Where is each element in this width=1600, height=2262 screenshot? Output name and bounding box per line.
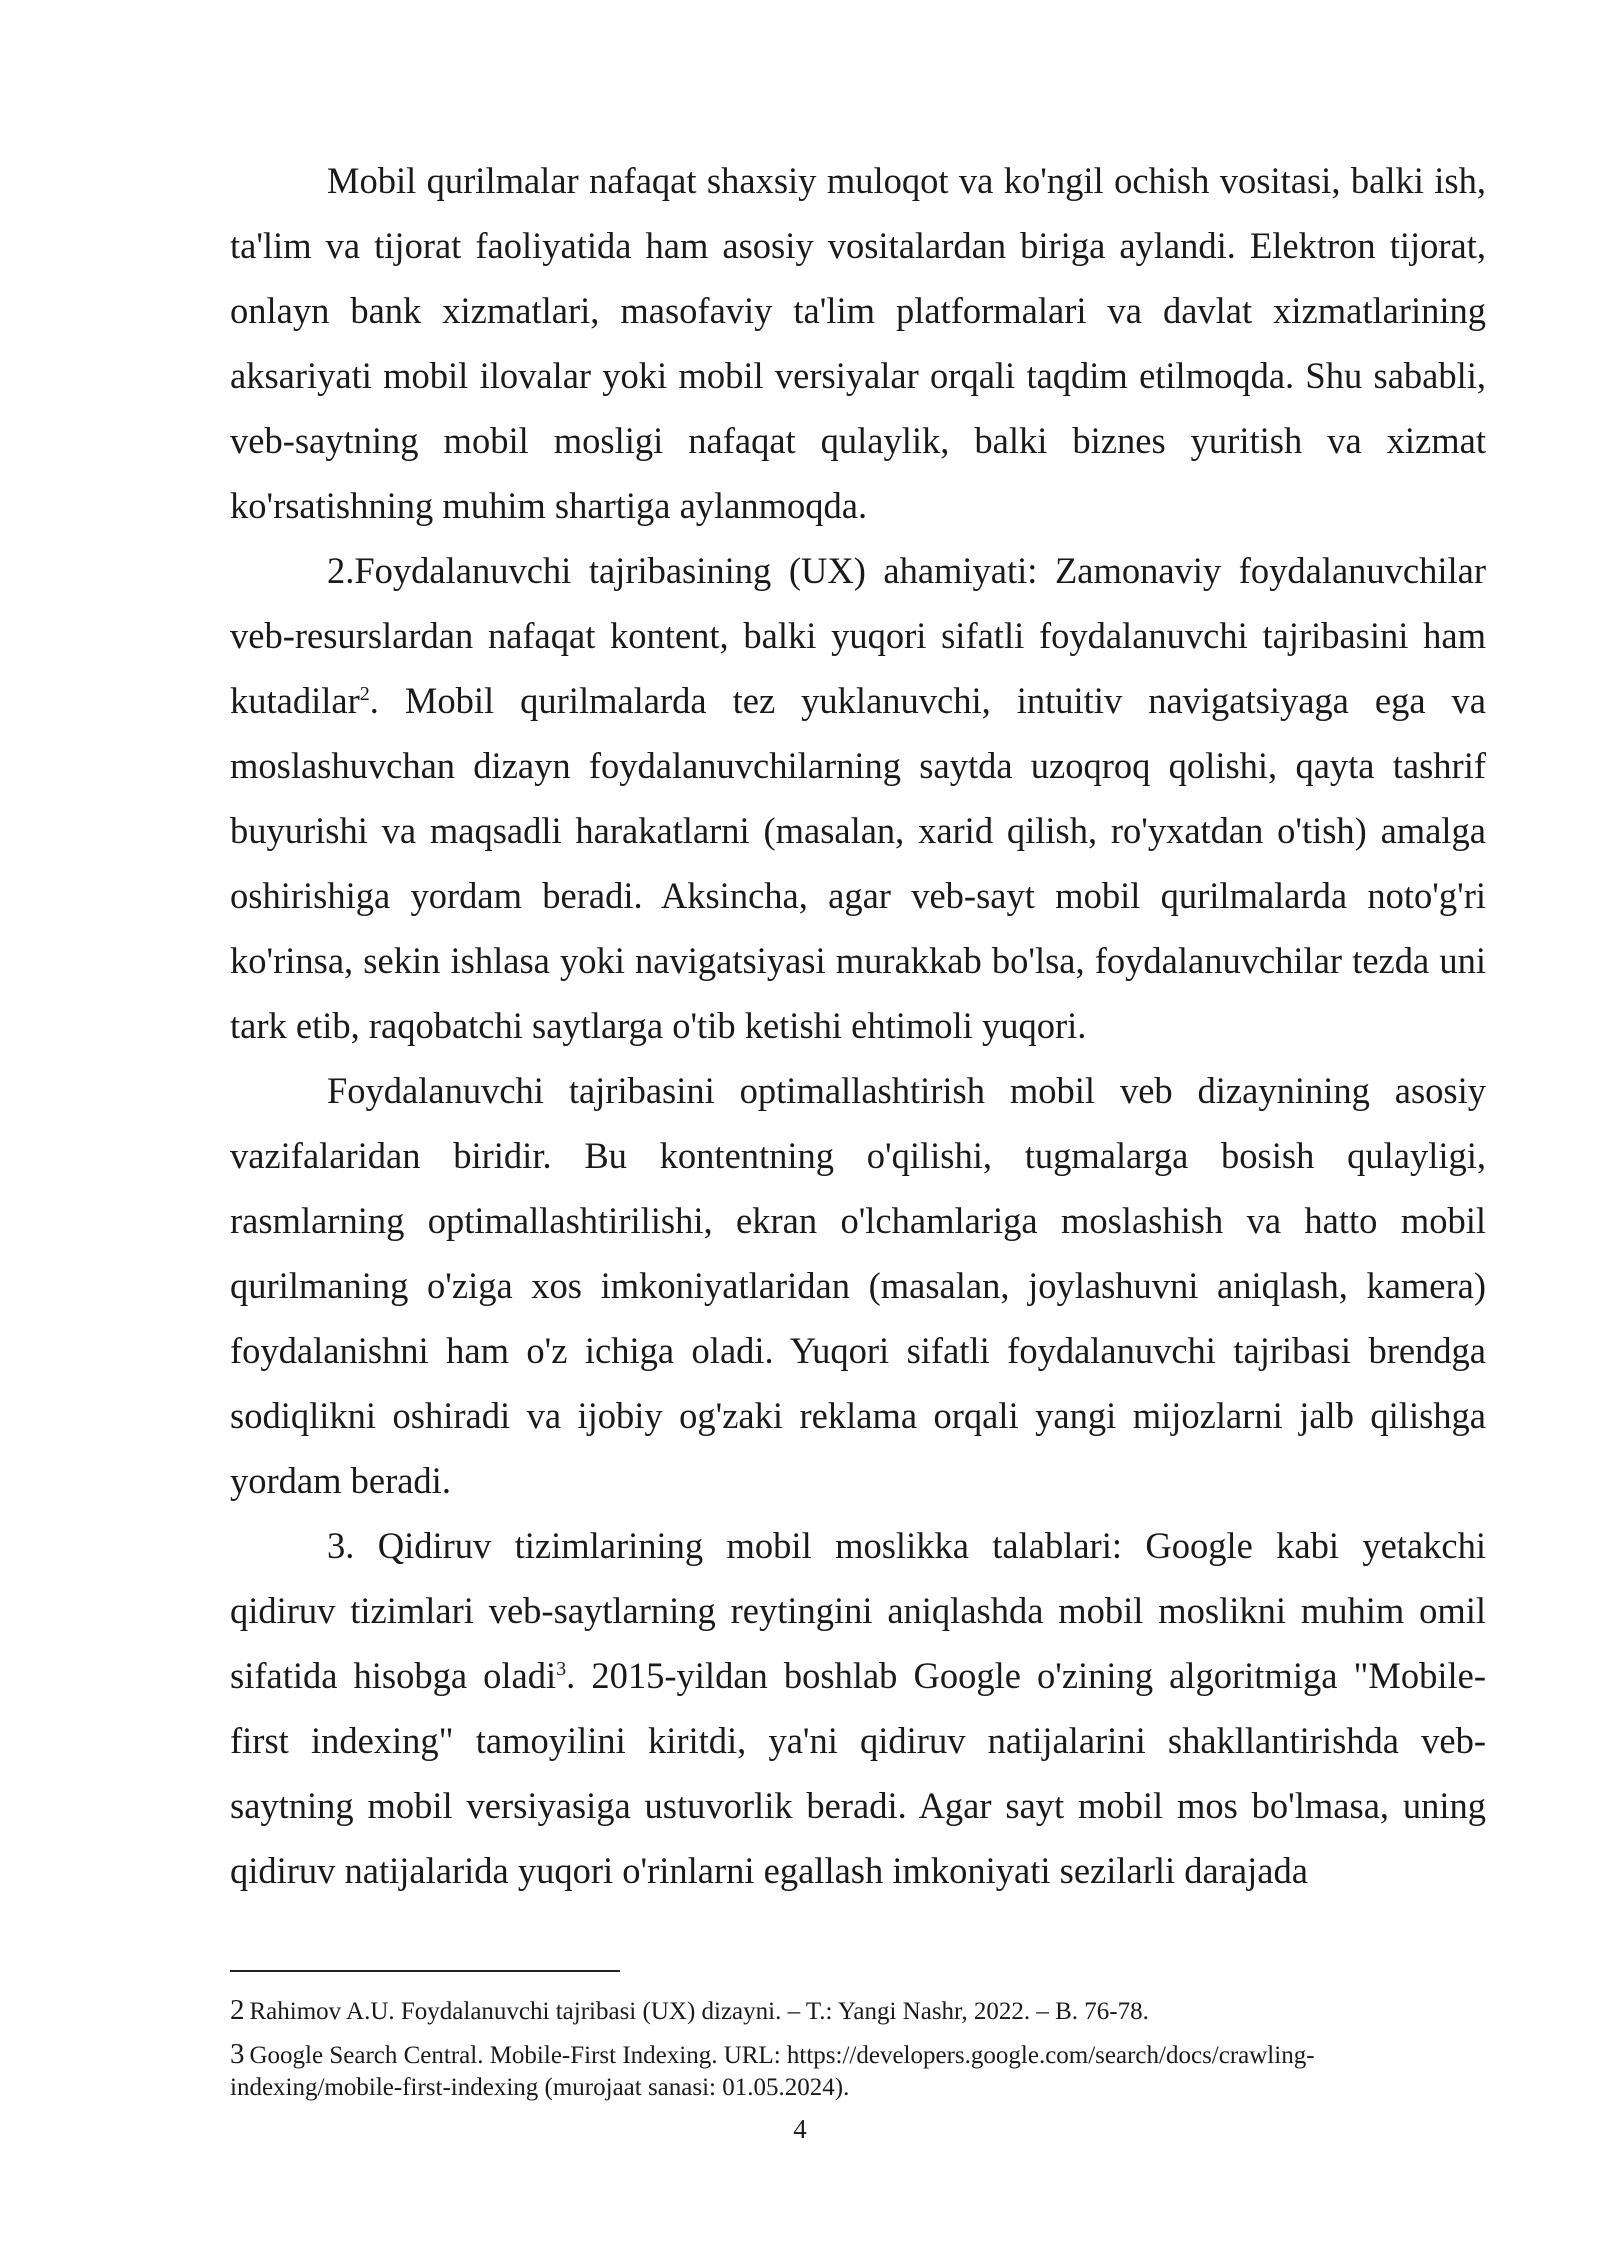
paragraph-text: Mobil qurilmalar nafaqat shaxsiy muloqot va ko'ngil ochish vositasi, balki ish, ta'lim va tijorat faoliyatida ham asosiy vositalardan biriga aylandi. Elektron tijorat, onlayn bank xizmatlari, masofaviy ta'lim platformalari va davlat xizmatlarining aksariyati mobil ilovalar yoki mobil versiyalar orqali taqdim etilmoqda. Shu sababli, veb-saytning mobil mosligi nafaqat qulaylik, balki biznes yuritish va xizmat ko'rsatishning muhim shartiga aylanmoqda. (230, 160, 1486, 526)
paragraph-text: 3. Qidiruv tizimlarining mobil moslikka talablari: Google kabi yetakchi qidiruv tizimlari veb-saytlarning reytingini aniqlashda mobil moslikni muhim omil sifatida hisobga oladi (230, 1525, 1486, 1696)
footnote-number: 2 (230, 1994, 245, 2026)
paragraph-ux-optimization (230, 1058, 1486, 1513)
paragraph-text: 2.Foydalanuvchi tajribasining (UX) ahamiyati: Zamonaviy foydalanuvchilar veb-resurslardan nafaqat kontent, balki yuqori sifatli foydalanuvchi tajribasini ham kutadilar (230, 550, 1486, 721)
footnote-2 (230, 1994, 1486, 2028)
body-text (230, 148, 1486, 1903)
footnote-ref-3[interactable]: 3 (556, 1657, 567, 1680)
footnote-ref-2[interactable]: 2 (359, 682, 370, 705)
footnote-separator (230, 1970, 620, 1972)
footnote-3 (230, 2038, 1486, 2104)
paragraph-text: . Mobil qurilmalarda tez yuklanuvchi, intuitiv navigatsiyaga ega va moslashuvchan dizayn foydalanuvchilarning saytda uzoqroq qolishi, qayta tashrif buyurishi va maqsadli harakatlarni (masalan, xarid qilish, ro'yxatdan o'tish) amalga oshirishiga yordam beradi. Aksincha, agar veb-sayt mobil qurilmalarda noto'g'ri ko'rinsa, sekin ishlasa yoki navigatsiyasi murakkab bo'lsa, foydalanuvchilar tezda uni tark etib, raqobatchi saytlarga o'tib ketishi ehtimoli yuqori. (230, 680, 1486, 1046)
paragraph-search-engines (230, 1513, 1486, 1903)
paragraph-mobile-devices (230, 148, 1486, 538)
paragraph-ux-importance (230, 538, 1486, 1058)
footnotes (230, 1994, 1486, 2114)
footnote-number: 3 (230, 2038, 245, 2070)
paragraph-text: . 2015-yildan boshlab Google o'zining algoritmiga "Mobile-first indexing" tamoyilini kiritdi, ya'ni qidiruv natijalarini shakllantirishda veb-saytning mobil versiyasiga ustuvorlik beradi. Agar sayt mobil mos bo'lmasa, uning qidiruv natijalarida yuqori o'rinlarni egallash imkoniyati sezilarli darajada (230, 1655, 1486, 1891)
footnote-text: Rahimov A.U. Foydalanuvchi tajribasi (UX) dizayni. – T.: Yangi Nashr, 2022. – B. 76-78. (249, 1998, 1149, 2025)
footnote-text: Google Search Central. Mobile-First Indexing. URL: https://developers.google.com/search/docs/crawling-indexing/mobile-first-indexing (murojaat sanasi: 01.05.2024). (230, 2042, 1315, 2101)
page-number: 4 (793, 2114, 807, 2144)
paragraph-text: Foydalanuvchi tajribasini optimallashtirish mobil veb dizaynining asosiy vazifalaridan biridir. Bu kontentning o'qilishi, tugmalarga bosish qulayligi, rasmlarning optimallashtirilishi, ekran o'lchamlariga moslashish va hatto mobil qurilmaning o'ziga xos imkoniyatlaridan (masalan, joylashuvni aniqlash, kamera) foydalanishni ham o'z ichiga oladi. Yuqori sifatli foydalanuvchi tajribasi brendga sodiqlikni oshiradi va ijobiy og'zaki reklama orqali yangi mijozlarni jalb qilishga yordam beradi. (230, 1070, 1486, 1501)
